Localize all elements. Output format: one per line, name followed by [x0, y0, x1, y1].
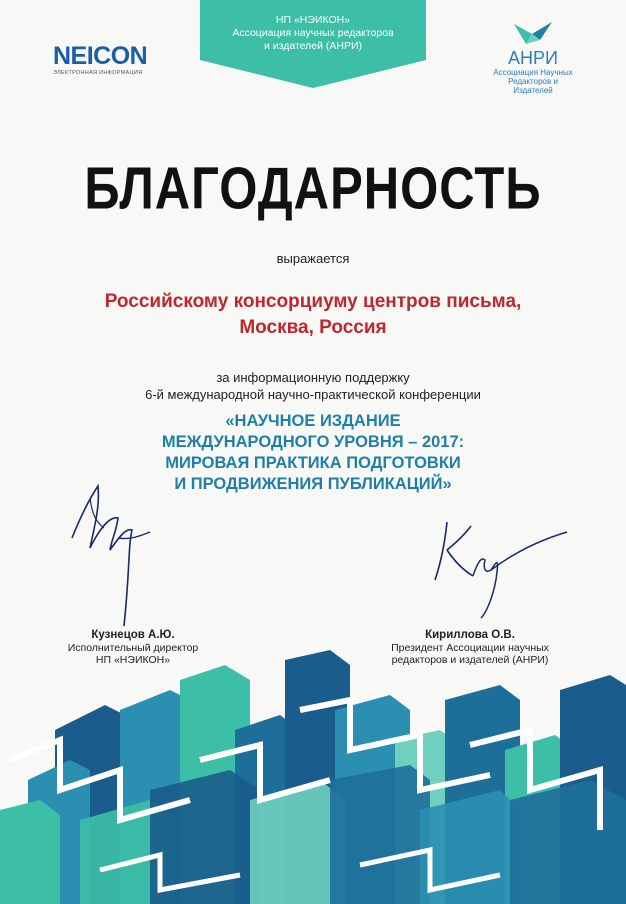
conference-line: И ПРОДВИЖЕНИЯ ПУБЛИКАЦИЙ» [174, 475, 452, 493]
signer-position: Президент Ассоциации научных [391, 641, 549, 654]
banner-line: и издателей (АНРИ) [263, 40, 363, 52]
city-skyline [0, 640, 626, 904]
certificate-title: БЛАГОДАРНОСТЬ [84, 156, 542, 223]
banner-text [200, 14, 426, 53]
signer-position: Исполнительный директор [67, 641, 199, 654]
support-line: 6-й международной научно-практической конференции [145, 387, 481, 402]
anri-logo-subtitle: Ассоциация Научных [493, 68, 573, 77]
signer-name: Кириллова О.В. [425, 629, 515, 641]
support-text [0, 369, 626, 403]
neicon-logo-word: NEICON [53, 42, 148, 70]
conference-line: МЕЖДУНАРОДНОГО УРОВНЯ – 2017: [161, 433, 465, 451]
signer-position: редакторов и издателей (АНРИ) [391, 654, 549, 666]
expressed-text: выражается [276, 251, 350, 266]
signer-position: НП «НЭИКОН» [95, 654, 171, 666]
neicon-logo-subtitle: ЭЛЕКТРОННАЯ ИНФОРМАЦИЯ [53, 70, 143, 76]
neicon-logo [53, 44, 163, 76]
anri-logo [488, 20, 578, 95]
header-banner [200, 0, 426, 88]
bird-icon [512, 20, 554, 46]
conference-line: МИРОВАЯ ПРАКТИКА ПОДГОТОВКИ [165, 454, 461, 472]
signature-right [425, 512, 575, 622]
anri-logo-subtitle: Редакторов и Издателей [508, 77, 558, 95]
banner-line: НП «НЭИКОН» [275, 14, 351, 26]
signer-name: Кузнецов А.Ю. [91, 629, 175, 641]
recipient [0, 289, 626, 341]
anri-logo-word: АНРИ [508, 48, 558, 68]
banner-line: Ассоциация научных редакторов [232, 27, 394, 39]
support-line: за информационную поддержку [216, 370, 410, 385]
signature-left [60, 478, 170, 628]
recipient-line: Российскому консорциуму центров письма, [104, 291, 522, 312]
recipient-line: Москва, Россия [239, 317, 387, 338]
conference-line: «НАУЧНОЕ ИЗДАНИЕ [225, 412, 401, 430]
